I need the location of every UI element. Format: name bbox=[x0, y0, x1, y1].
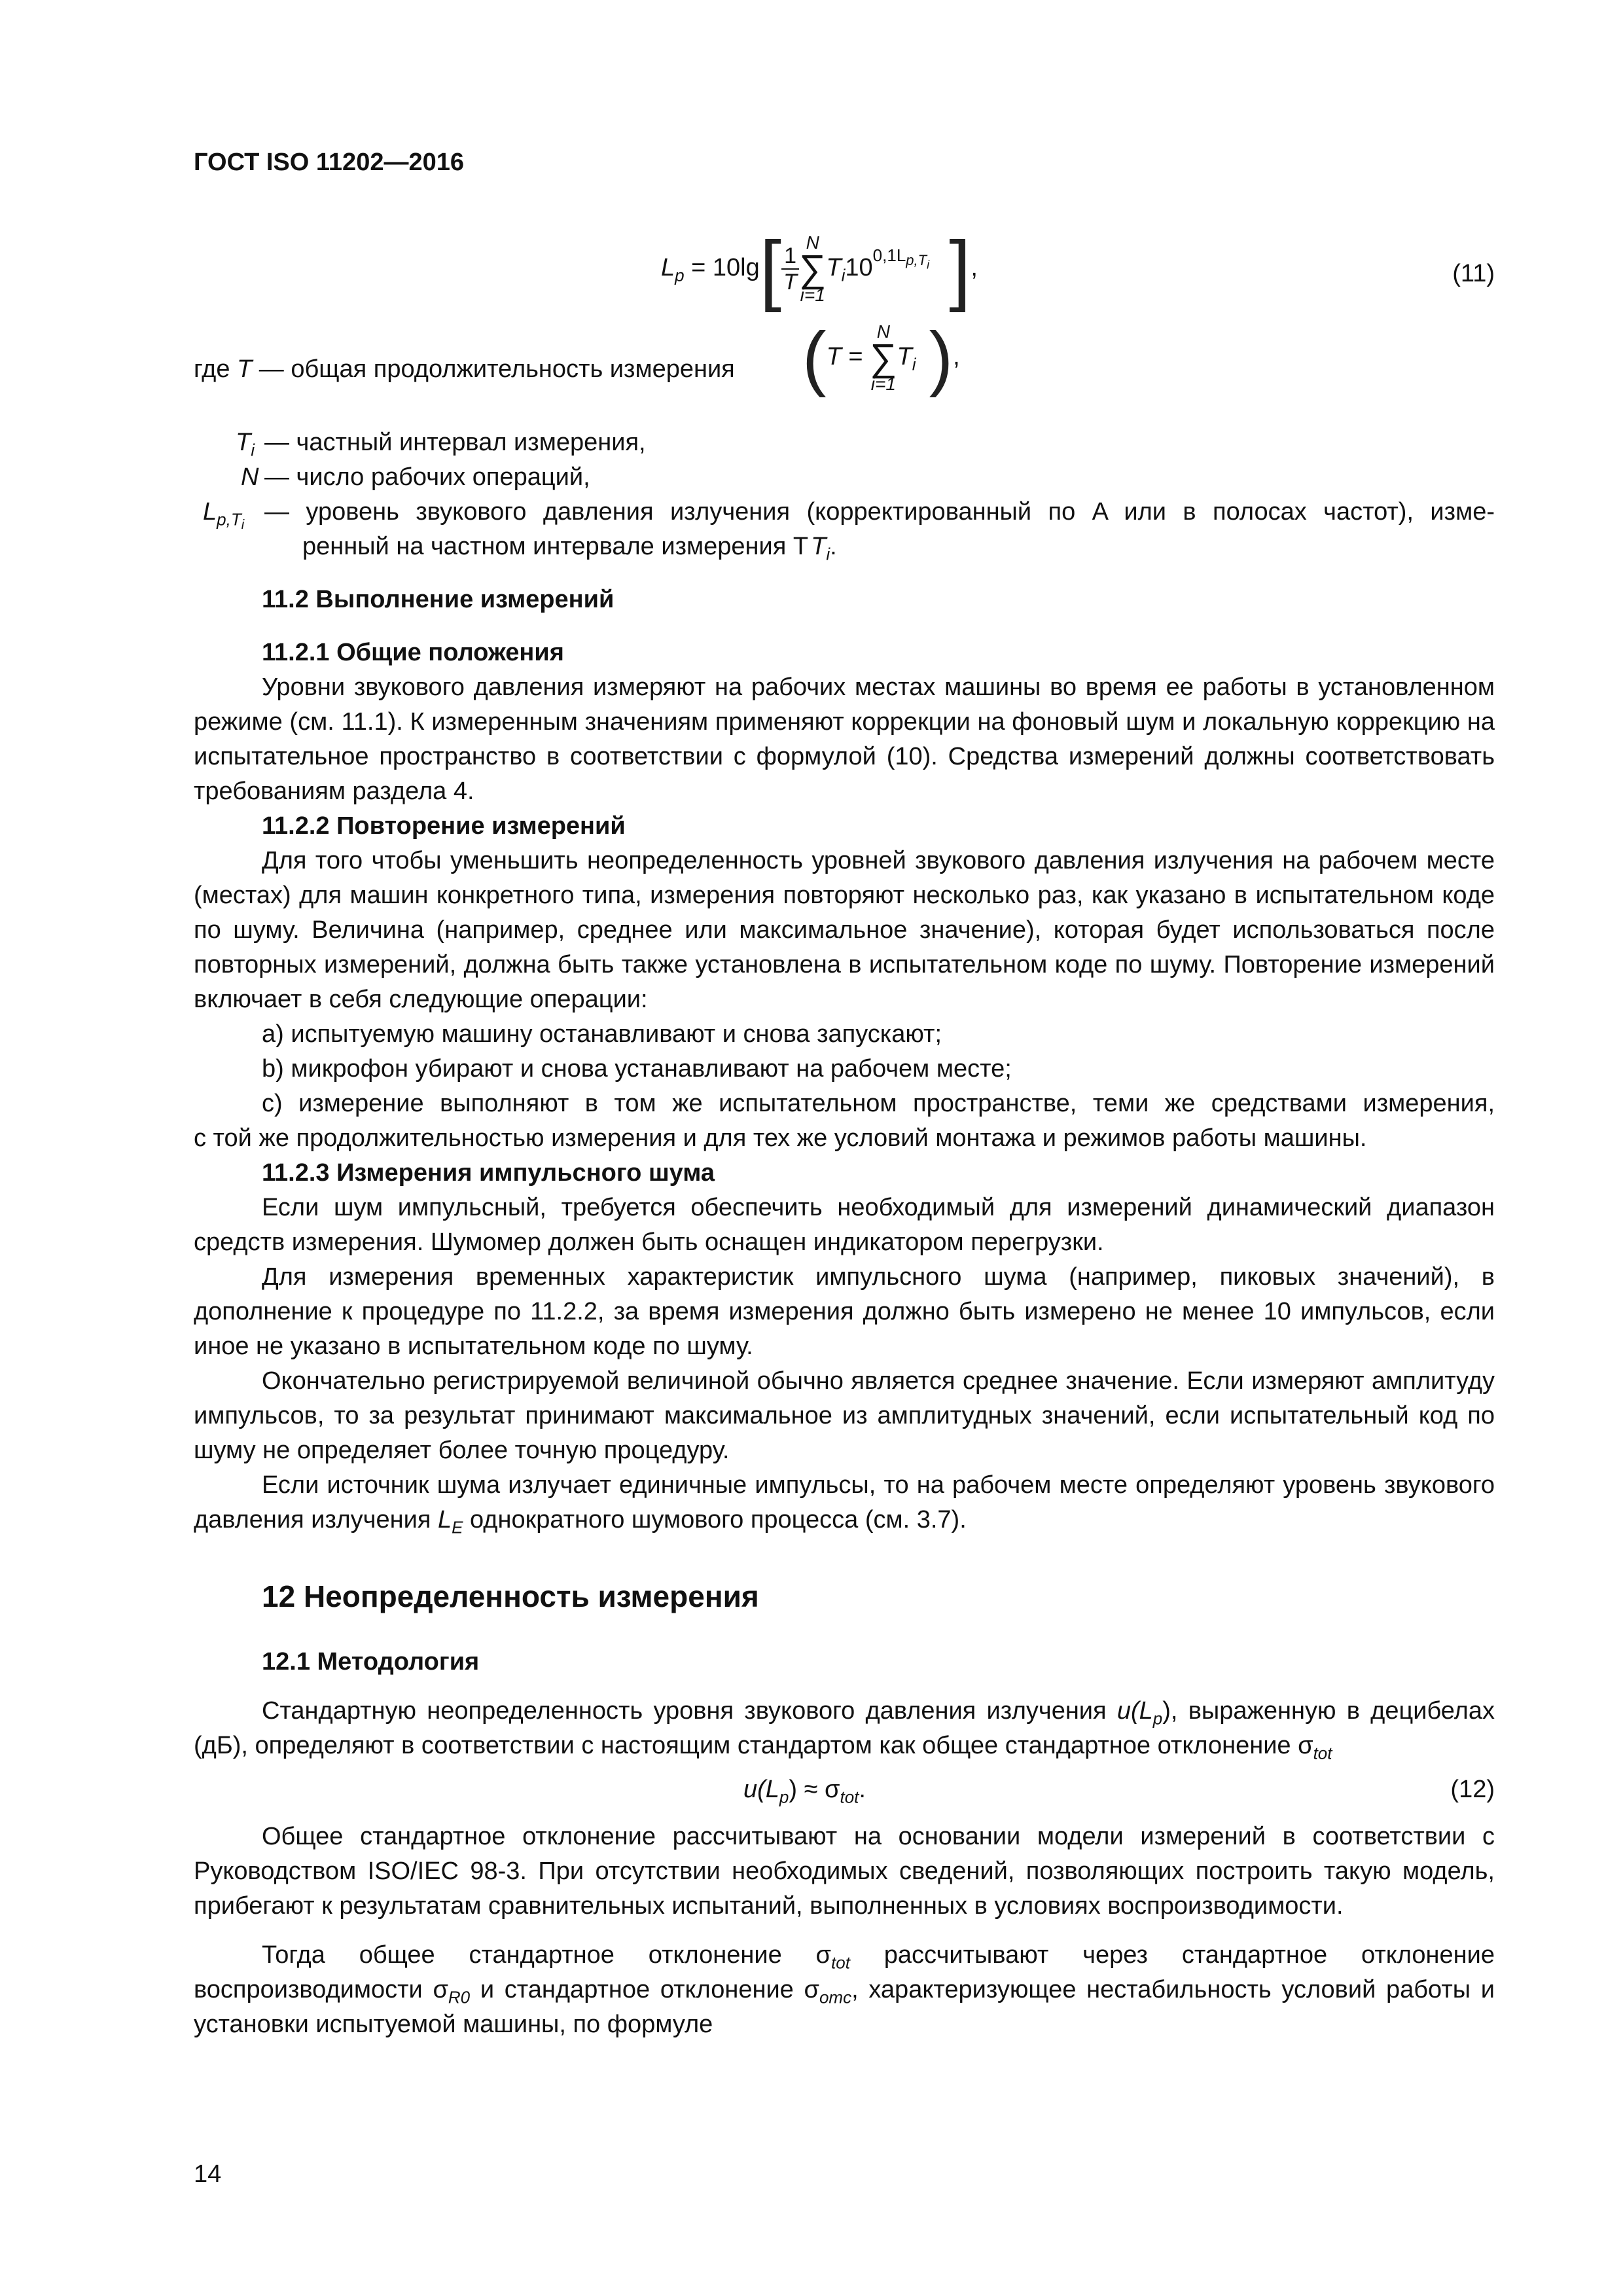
section-11-2-3: 11.2.3 Измерения импульсного шума bbox=[262, 1159, 715, 1187]
formula-11-lhs-sub: p bbox=[675, 265, 685, 285]
where-description: — общая продолжительность измерения bbox=[252, 355, 735, 383]
def-symbol-n: N bbox=[241, 463, 259, 491]
formula-12 bbox=[194, 1768, 1495, 1814]
formula-11-fraction bbox=[781, 243, 799, 295]
formula-11-lhs: L bbox=[661, 254, 675, 282]
p-11-2-3d-pre: Если источник шума излучает единичные импульсы, то на рабочем месте определяют уровень звукового давления излучения bbox=[194, 1471, 1495, 1534]
p-11-2-3d-sub: E bbox=[452, 1517, 463, 1537]
formula-11-exponent-subsub: i bbox=[927, 258, 930, 272]
where-inner-lhs: T bbox=[826, 343, 842, 371]
def-cont-text bbox=[302, 529, 837, 564]
p-12-1a-sigma-sub: tot bbox=[1313, 1743, 1332, 1763]
p-12-1a-mid: ), выраженную в децибелах (дБ), определяют в соответствии с настоящим стандартом как общее стандартное отклонение σ bbox=[194, 1697, 1495, 1759]
where-symbol: T bbox=[237, 355, 253, 383]
section-11-2-1: 11.2.1 Общие положения bbox=[262, 639, 564, 666]
formula-11-exponent-sub: p,T bbox=[906, 252, 927, 269]
p-12-1a-symbol: u(L bbox=[1116, 1697, 1153, 1725]
where-inner-term: T bbox=[897, 343, 912, 371]
left-bracket: [ bbox=[759, 225, 782, 313]
section-12-1: 12.1 Методология bbox=[262, 1648, 480, 1676]
p-11-2-3d-symbol: L bbox=[437, 1506, 452, 1534]
list-item-c-cont: с той же продолжительностью измерения и для тех же условий монтажа и режимов работы машины. bbox=[194, 1124, 1367, 1152]
paragraph-11-2-2: Для того чтобы уменьшить неопределенность уровней звукового давления излучения на рабочем месте (местах) для машин конкретного типа, измерения повторяют несколько раз, как указано в испытательном коде по шуму. Величина (например, среднее или максимальное значение), которая будет использоваться после повторных измерений, должна быть также установлена в испытательном коде по шуму. Повторение измерений включает в себя следующие операции: bbox=[194, 847, 1495, 1013]
definition-n bbox=[194, 460, 1495, 495]
def-symbol-lpti-sub: p,T bbox=[217, 509, 241, 529]
section-11-2-2: 11.2.2 Повторение измерений bbox=[262, 812, 626, 840]
formula-11-exponent: 0,1L bbox=[872, 245, 906, 266]
where-comma: , bbox=[953, 343, 960, 371]
list-item-b: b) микрофон убирают и снова устанавливают на рабочем месте; bbox=[262, 1055, 1012, 1083]
formula-12-number: (12) bbox=[1450, 1776, 1495, 1803]
section-11-2: 11.2 Выполнение измерений bbox=[262, 586, 615, 613]
paragraph-11-2-3a: Если шум импульсный, требуется обеспечить необходимый для измерений динамический диапазон средств измерения. Шумомер должен быть оснащен индикатором перегрузки. bbox=[194, 1194, 1495, 1256]
formula-12-lhs-sub: p bbox=[779, 1787, 789, 1807]
def-text-lpti: — уровень звукового давления излучения (корректированный по A или в полосах частот), изме- bbox=[264, 498, 1495, 526]
where-right-paren: ) bbox=[929, 317, 954, 398]
where-inner-eq: = bbox=[841, 343, 870, 371]
def-cont-main: ренный на частном интервале измерения T bbox=[302, 533, 809, 560]
formula-12-body bbox=[743, 1772, 866, 1807]
def-symbol-lpti-subsub: i bbox=[241, 518, 245, 532]
where-sum-lower: i=1 bbox=[870, 374, 896, 394]
p-12-1a-sub: p bbox=[1152, 1708, 1163, 1729]
formula-11-comma: , bbox=[971, 254, 978, 282]
p-12-1c-sub2: R0 bbox=[448, 1987, 471, 2007]
definition-ti bbox=[194, 425, 1495, 460]
def-symbol-lpti-main: L bbox=[203, 498, 217, 526]
definition-lpti bbox=[194, 495, 1495, 532]
p-12-1c-part1: Тогда общее стандартное отклонение σ bbox=[262, 1941, 832, 1969]
def-cont-tail: . bbox=[830, 533, 837, 560]
p-12-1a-pre: Стандартную неопределенность уровня звукового давления излучения bbox=[262, 1697, 1117, 1725]
definition-lpti-cont bbox=[194, 529, 1495, 564]
where-formula bbox=[802, 317, 960, 398]
p-12-1c-part3: и стандартное отклонение σ bbox=[470, 1976, 819, 2003]
formula-12-mid: ) ≈ σ bbox=[789, 1776, 840, 1803]
def-text-n: — число рабочих операций, bbox=[264, 463, 590, 491]
def-symbol-ti-main: T bbox=[236, 429, 251, 456]
section-12: 12 Неопределенность измерения bbox=[262, 1579, 759, 1613]
formula-11-eq: = 10lg bbox=[684, 254, 760, 282]
sigma-symbol: ∑ bbox=[799, 247, 827, 290]
definitions-list bbox=[194, 425, 1495, 564]
sum-upper-limit: N bbox=[806, 232, 819, 253]
formula-12-rhs-sub: tot bbox=[840, 1787, 859, 1807]
where-left-paren: ( bbox=[802, 317, 827, 398]
def-cont-sub: i bbox=[826, 544, 830, 564]
paragraph-12-1a bbox=[194, 1694, 1495, 1763]
p-12-1c-part4: , характеризующее нестабильность условий работы и установки испытуемой машины, по формуле bbox=[194, 1976, 1495, 2038]
formula-11 bbox=[194, 225, 1495, 313]
paragraph-11-2-1: Уровни звукового давления измеряют на рабочих местах машины во время ее работы в установленном режиме (см. 11.1). К измеренным значениям применяют коррекции на фоновый шум и локальную коррекцию на испытательное пространство в соответствии с формулой (10). Средства измерений должны соответствовать требованиям раздела 4. bbox=[194, 673, 1495, 805]
fraction-numerator: 1 bbox=[781, 243, 799, 270]
formula-11-term: T bbox=[826, 254, 842, 282]
sum-lower-limit: i=1 bbox=[800, 285, 825, 305]
p-12-1c-part2: рассчитывают через стандартное отклонение воспроизводимости σ bbox=[194, 1941, 1495, 2003]
formula-11-power-base: 10 bbox=[845, 254, 873, 282]
where-intro: где bbox=[194, 355, 230, 383]
def-symbol-lpti bbox=[203, 495, 245, 532]
page-header: ГОСТ ISO 11202—2016 bbox=[194, 149, 464, 176]
p-12-1c-sub3: omc bbox=[819, 1987, 852, 2007]
p-12-1c-sub1: tot bbox=[831, 1952, 850, 1973]
where-clause bbox=[194, 317, 1495, 420]
paragraph-11-2-3d bbox=[194, 1468, 1495, 1537]
page-content bbox=[194, 225, 1495, 2042]
where-sum-upper: N bbox=[876, 321, 890, 342]
formula-11-sum bbox=[799, 234, 826, 304]
document-page bbox=[194, 0, 1495, 2296]
formula-12-lhs: u(L bbox=[743, 1776, 779, 1803]
paragraph-12-1c bbox=[194, 1938, 1495, 2042]
page-number: 14 bbox=[194, 2161, 222, 2188]
def-text-ti: — частный интервал измерения, bbox=[264, 429, 646, 456]
formula-11-term-sub: i bbox=[841, 265, 846, 285]
formula-11-number: (11) bbox=[1452, 260, 1495, 287]
p-11-2-3d-post: однократного шумового процесса (см. 3.7). bbox=[463, 1506, 967, 1534]
paragraph-12-1b: Общее стандартное отклонение рассчитывают на основании модели измерений в соответствии с Руководством ISO/IEC 98-3. При отсутствии необходимых сведений, позволяющих построить такую модель, прибегают к результатам сравнительных испытаний, выполненных в условиях воспроизводимости. bbox=[194, 1823, 1495, 1920]
where-inner-term-sub: i bbox=[912, 354, 916, 374]
def-symbol-ti bbox=[236, 425, 255, 460]
fraction-denominator: T bbox=[783, 270, 797, 295]
def-symbol-ti-sub: i bbox=[251, 440, 255, 460]
paragraph-11-2-3b: Для измерения временных характеристик импульсного шума (например, пиковых значений), в дополнение к процедуре по 11.2.2, за время измерения должно быть измерено не менее 10 импульсов, если иное не указано в испытательном коде по шуму. bbox=[194, 1263, 1495, 1360]
where-sum bbox=[870, 323, 897, 393]
right-bracket: ] bbox=[949, 225, 971, 313]
def-cont-symbol: T bbox=[811, 533, 827, 560]
paragraph-11-2-3c: Окончательно регистрируемой величиной обычно является среднее значение. Если измеряют амплитуду импульсов, то за результат принимают максимальное из амплитудных значений, если испытательный код по шуму не определяет более точную процедуру. bbox=[194, 1367, 1495, 1464]
formula-12-tail: . bbox=[859, 1776, 866, 1803]
formula-11-body bbox=[661, 225, 978, 313]
where-sigma: ∑ bbox=[870, 336, 897, 379]
list-item-a: a) испытуемую машину останавливают и снова запускают; bbox=[262, 1020, 942, 1048]
where-text bbox=[194, 352, 735, 387]
list-item-c: c) измерение выполняют в том же испытательном пространстве, теми же средствами измерения, bbox=[262, 1090, 1495, 1117]
